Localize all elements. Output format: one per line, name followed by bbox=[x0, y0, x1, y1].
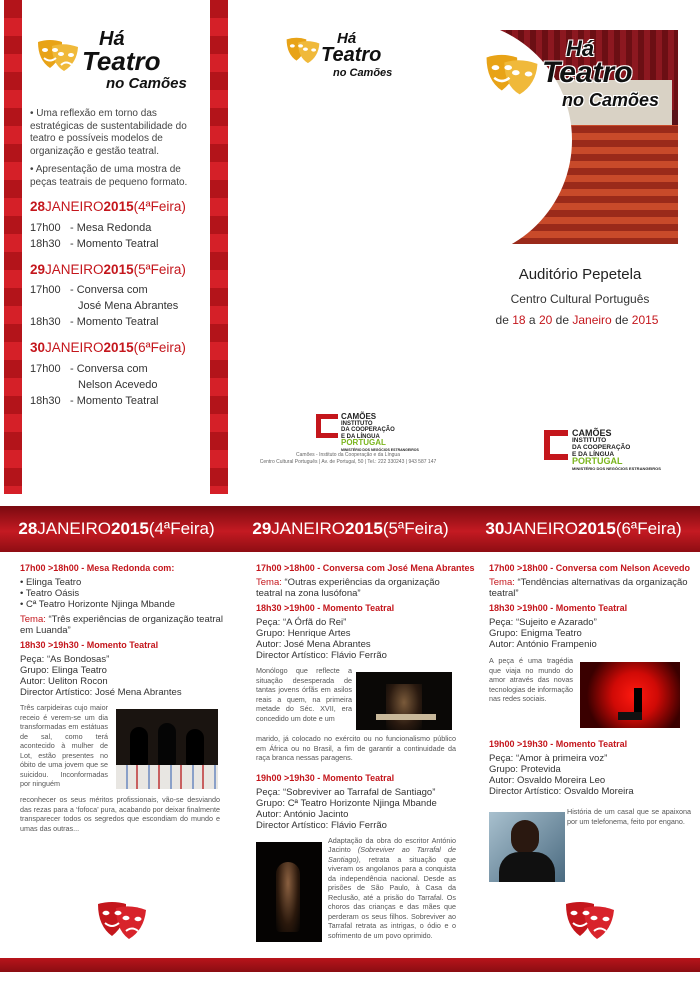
theatre-masks-icon bbox=[285, 36, 321, 64]
day-heading-28: 28JANEIRO2015(4ªFeira) bbox=[30, 199, 186, 214]
program-summary bbox=[30, 108, 208, 409]
event-row: 18h30 - Momento Teatral bbox=[30, 394, 159, 407]
play-info: Peça: “As Bondosas” Grupo: Elinga Teatro Autor: Ueliton Rocon Director Artístico: José Mena Abrantes bbox=[20, 654, 182, 698]
play-photo-bondosas bbox=[116, 709, 218, 789]
logo-panel3 bbox=[484, 36, 674, 116]
play-description: Monólogo que reflecte a situação desesperada de tantas jovens órfãs em asilos reais a quem, na primeira metade do Séc. XVII, era concedido um dote e um bbox=[256, 666, 352, 723]
camoes-logo: CAMÕES INSTITUTO DA COOPERAÇÃO E DA LÍNGUA PORTUGAL MINISTÉRIO DOS NEGÓCIOS ESTRANGEIROS bbox=[544, 430, 644, 464]
logo-line2: Teatro bbox=[542, 56, 633, 89]
session-heading: 18h30 >19h00 - Momento Teatral bbox=[489, 603, 628, 613]
play-info: Peça: “Sujeito e Azarado” Grupo: Enigma Teatro Autor: António Frampenio bbox=[489, 617, 597, 650]
day-block-29 bbox=[30, 261, 208, 331]
topic: Tema: “Outras experiências da organização teatral na zona lusófona” bbox=[256, 577, 440, 599]
logo-line3: no Camões bbox=[333, 67, 393, 79]
day-block-30 bbox=[30, 342, 208, 409]
play-photo-sujeito bbox=[580, 662, 680, 728]
bottom-band bbox=[0, 958, 700, 972]
venue-center: Centro Cultural Português bbox=[510, 292, 650, 306]
column-heading-28: 28JANEIRO2015(4ªFeira) bbox=[18, 519, 215, 538]
play-description: História de um casal que se apaixona por um telefonema, feito por engano. bbox=[567, 807, 691, 826]
event-row: 18h30 - Momento Teatral bbox=[30, 316, 159, 328]
logo-line1: Há bbox=[99, 28, 125, 50]
day-block-28 bbox=[30, 201, 208, 252]
venue-name: Auditório Pepetela bbox=[518, 266, 642, 283]
session-heading: 17h00 >18h00 - Mesa Redonda com: bbox=[20, 563, 175, 573]
column-heading-29: 29JANEIRO2015(5ªFeira) bbox=[252, 519, 449, 538]
session-heading: 19h00 >19h30 - Momento Teatral bbox=[489, 739, 628, 749]
logo-panel2 bbox=[285, 30, 415, 86]
session-heading: 18h30 >19h30 - Momento Teatral bbox=[20, 640, 159, 650]
play-description: Adaptação da obra do escritor António Jacinto (Sobreviver ao Tarrafal de Santiago), retrata a situação que viveram os angolanos para a conquista da independência nacional. Desde as prisões de São Paulo, à Casa da Reclusão, até a prisão do Tarrafal. Os choros das crianças e das mães que perderam os seus filhos. Sobreviver ao Tarrafal retrata as intrigas, o ódio e o sofrimento de um povo oprimido. bbox=[328, 835, 456, 940]
play-description: A peça é uma tragédia que viaja no mundo do amor através das novas tecnologias de informação nas redes sociais. bbox=[489, 656, 573, 703]
play-photo-tarrafal bbox=[256, 842, 322, 942]
intro-bullet-2: • Apresentação de uma mostra de peças teatrais de pequeno formato. bbox=[30, 164, 188, 188]
venue-info bbox=[482, 266, 678, 327]
play-info: Peça: “A Órfã do Rei” Grupo: Henrique Artes Autor: José Mena Abrantes Director Artístico: Flávio Ferrão bbox=[256, 617, 387, 661]
session-heading: 18h30 >19h00 - Momento Teatral bbox=[256, 603, 395, 613]
logo-line3: no Camões bbox=[106, 75, 187, 92]
middle-decorative-strip bbox=[210, 0, 228, 494]
participant-list: • Elinga Teatro • Teatro Oásis • Cª Teatro Horizonte Njinga Mbande bbox=[20, 577, 176, 610]
play-photo-orfa bbox=[356, 672, 452, 730]
logo-line2: Teatro bbox=[82, 46, 161, 76]
brochure-outside bbox=[0, 0, 700, 494]
intro-bullet-1: • Uma reflexão em torno das estratégicas de sustentabilidade do teatro e possíveis modelos de organização e gestão teatral. bbox=[30, 108, 187, 157]
topic: Tema: “Tendências alternativas da organização teatral” bbox=[489, 577, 688, 599]
column-heading-30: 30JANEIRO2015(6ªFeira) bbox=[485, 519, 682, 538]
theatre-masks-icon bbox=[484, 52, 540, 96]
event-row: 18h30 - Momento Teatral bbox=[30, 237, 159, 250]
day-heading-29: 29JANEIRO2015(5ªFeira) bbox=[30, 261, 186, 277]
event-row: 17h00 - Conversa com José Mena Abrantes bbox=[30, 284, 179, 312]
session-heading: 19h00 >19h30 - Momento Teatral bbox=[256, 772, 395, 783]
day-heading-30: 30JANEIRO2015(6ªFeira) bbox=[30, 340, 186, 355]
left-decorative-strip bbox=[4, 0, 22, 494]
session-heading: 17h00 >18h00 - Conversa com José Mena Abrantes bbox=[256, 563, 475, 573]
camoes-logo: CAMÕES INSTITUTO DA COOPERAÇÃO E DA LÍNGUA PORTUGAL MINISTÉRIO DOS NEGÓCIOS ESTRANGEIROS bbox=[316, 414, 406, 444]
logo-panel1 bbox=[36, 28, 206, 100]
play-photo-amor bbox=[489, 812, 565, 882]
logo-line1: Há bbox=[337, 30, 357, 47]
event-row: 17h00 - Conversa com Nelson Acevedo bbox=[30, 362, 158, 391]
session-heading: 17h00 >18h00 - Conversa com Nelson Acevedo bbox=[489, 563, 691, 573]
play-info: Peça: “Amor à primeira voz” Grupo: Protevida Autor: Osvaldo Moreira Leo Director Artístico: Osvaldo Moreira bbox=[489, 753, 634, 797]
play-description: Três carpideiras cujo maior receio é verem-se um dia transformadas em estátuas de sal, como terá acontecido à mulher de Lot, estão presentes no óbito de uma jovem que se suicidou. Inconformadas por ninguém bbox=[20, 703, 108, 788]
logo-line1: Há bbox=[566, 36, 595, 61]
address-block: Camões - Instituto da Cooperação e da Língua Centro Cultural Português | Av. de Portugal, 50 | Tel.: 222 330243 | 943 587 147 bbox=[259, 452, 437, 465]
play-description-cont: reconhecer os seus méritos profissionais, vão-se desviando das rezas para a ‘fofoca’ pura, acabando por deixar finalmente transparecer todos os segredos que escondiam do mundo e umas das outras... bbox=[20, 795, 220, 833]
play-description-cont: marido, já colocado no exército ou no funcionalismo público em África ou no Brasil, a fim de garantir a continuidade da raça branca nessas paragens. bbox=[256, 734, 456, 762]
event-row: 17h00 - Mesa Redonda bbox=[30, 221, 152, 234]
column-28 bbox=[20, 560, 230, 833]
topic: Tema: “Três experiências de organização teatral em Luanda” bbox=[20, 614, 223, 636]
logo-line3: no Camões bbox=[562, 90, 660, 110]
theatre-masks-icon bbox=[36, 38, 80, 72]
red-theatre-masks-icon bbox=[96, 900, 148, 940]
venue-dates: de 18 a 20 de Janeiro de 2015 bbox=[495, 313, 659, 327]
play-info: Peça: “Sobreviver ao Tarrafal de Santiago” Grupo: Cª Teatro Horizonte Njinga Mbande Autor: António Jacinto Director Artístico: Flávio Ferrão bbox=[256, 786, 437, 831]
logo-line2: Teatro bbox=[321, 44, 382, 66]
red-theatre-masks-icon bbox=[564, 900, 616, 940]
brochure-inside bbox=[0, 506, 700, 989]
